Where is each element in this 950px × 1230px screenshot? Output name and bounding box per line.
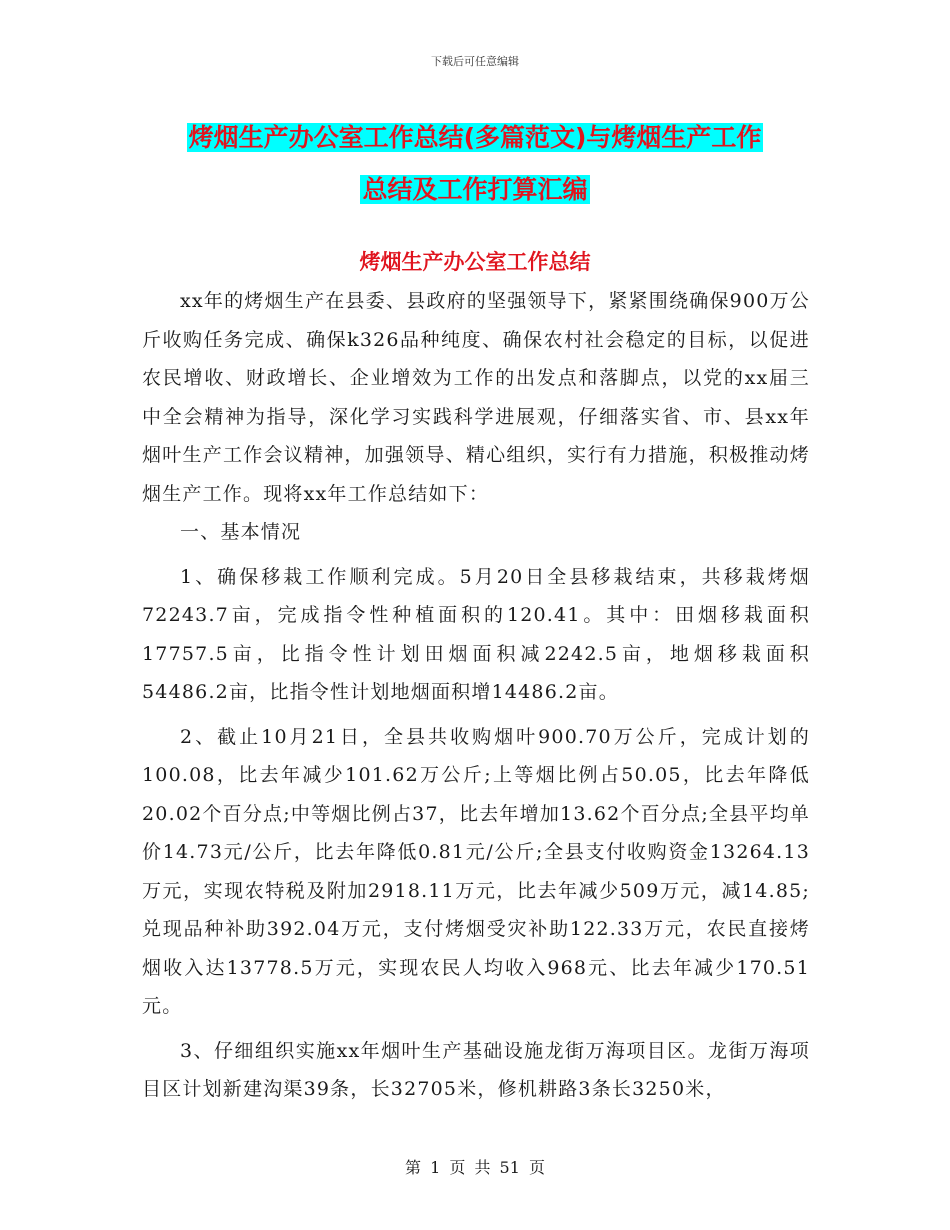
paragraph-heading-basic: 一、基本情况 [180, 521, 302, 543]
document-title-line-2: 总结及工作打算汇编 [362, 175, 588, 204]
document-title-line-1: 烤烟生产办公室工作总结(多篇范文)与烤烟生产工作 [188, 123, 762, 152]
paragraph-intro: xx年的烤烟生产在县委、县政府的坚强领导下，紧紧围绕确保900万公斤收购任务完成、确保k326品种纯度、确保农村社会稳定的目标，以促进农民增收、财政增长、企业增效为工作的出发点和落脚点，以党的xx届三中全会精神为指导，深化学习实践科学进展观，仔细落实省、市、县xx年烟叶生产工作会议精神，加强领导、精心组织，实行有力措施，积极推动烤烟生产工作。现将xx年工作总结如下： [142, 290, 810, 505]
paragraph-item-1: 1、确保移栽工作顺利完成。5月20日全县移栽结束，共移栽烤烟72243.7亩，完成指令性种植面积的120.41。其中：田烟移栽面积17757.5亩，比指令性计划田烟面积减2242.5亩，地烟移栽面积54486.2亩，比指令性计划地烟面积增14486.2亩。 [142, 565, 810, 703]
document-title [0, 112, 950, 216]
section-title: 烤烟生产办公室工作总结 [359, 250, 591, 274]
paragraph-item-3: 3、仔细组织实施xx年烟叶生产基础设施龙街万海项目区。龙街万海项目区计划新建沟渠39条，长32705米，修机耕路3条长3250米， [142, 1039, 810, 1100]
body-text [142, 282, 810, 1109]
header-note: 下载后可任意编辑 [431, 55, 519, 68]
paragraph-item-2: 2、截止10月21日，全县共收购烟叶900.70万公斤，完成计划的100.08，比去年减少101.62万公斤;上等烟比例占50.05，比去年降低20.02个百分点;中等烟比例占37，比去年增加13.62个百分点;全县平均单价14.73元/公斤，比去年降低0.81元/公斤;全县支付收购资金13264.13万元，实现农特税及附加2918.11万元，比去年减少509万元，减14.85;兑现品种补助392.04万元，支付烤烟受灾补助122.33万元，农民直接烤烟收入达13778.5万元，实现农民人均收入968元、比去年减少170.51元。 [142, 725, 810, 1017]
page-footer: 第 1 页 共 51 页 [405, 1158, 545, 1177]
